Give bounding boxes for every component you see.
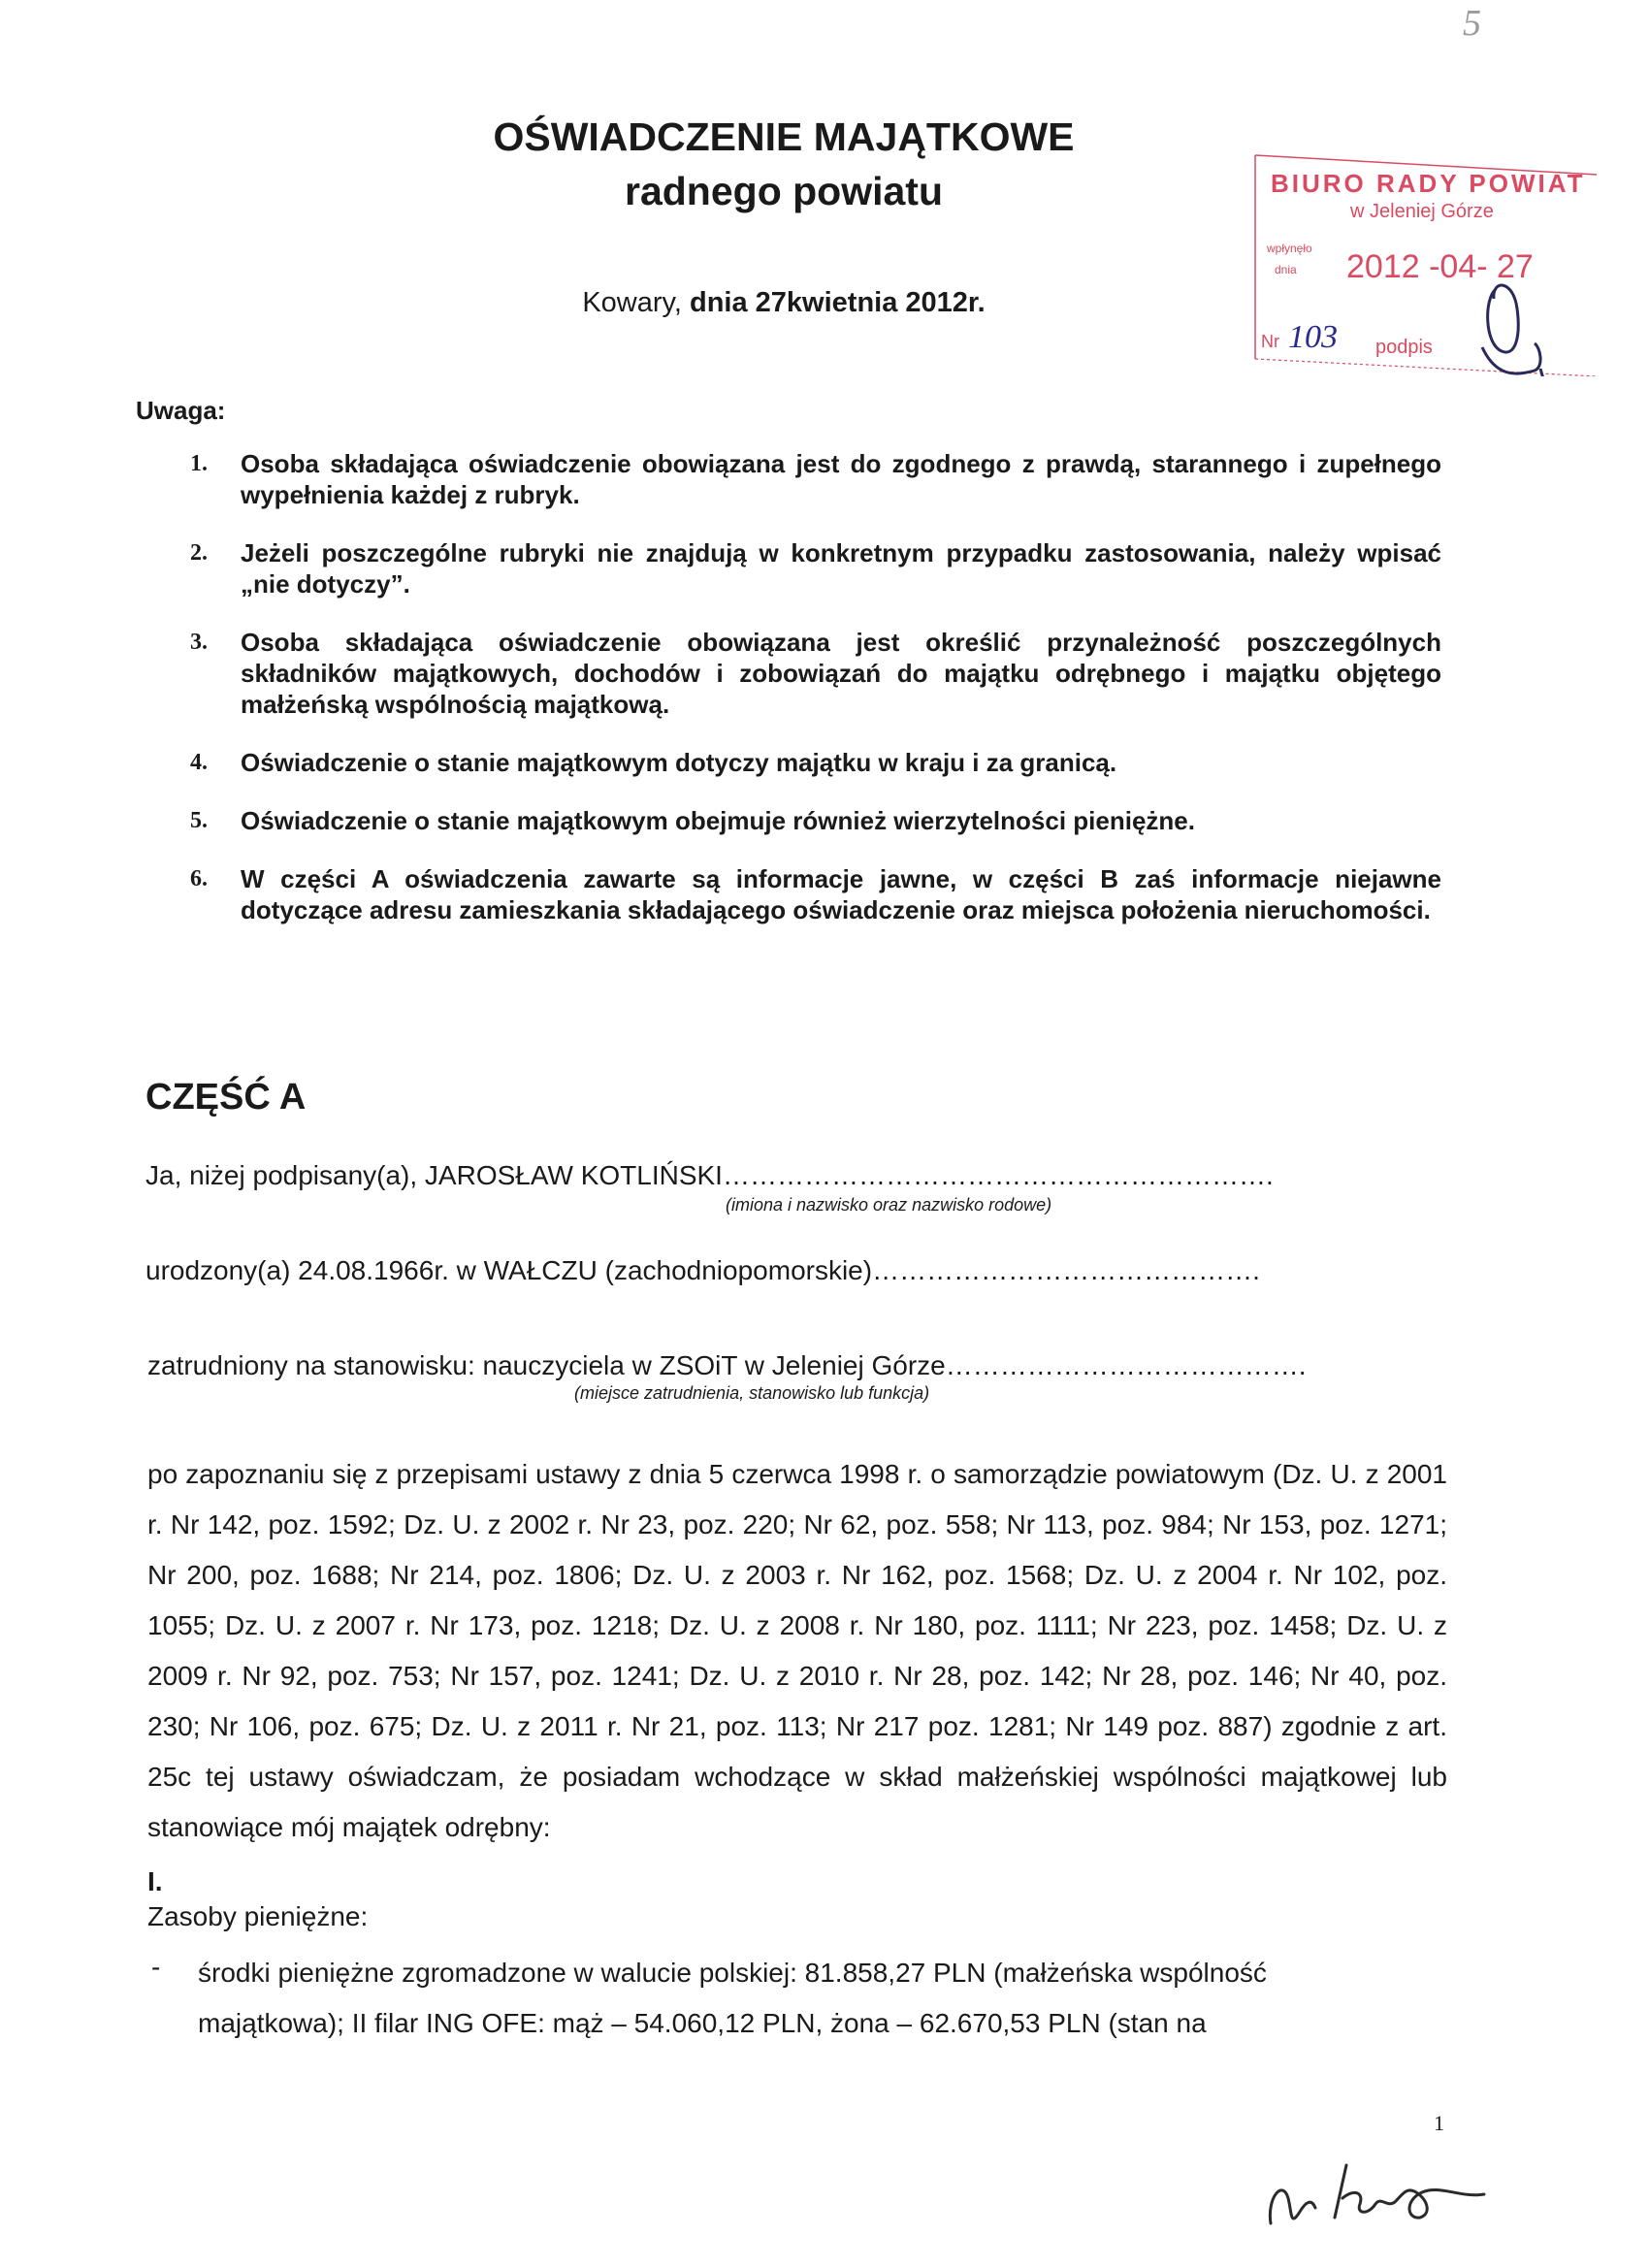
section-title: Zasoby pieniężne: — [147, 1901, 369, 1931]
place: Kowary, — [582, 287, 682, 318]
employment-hint: (miejsce zatrudnienia, stanowisko lub funkcja) — [574, 1383, 930, 1403]
employment-line: zatrudniony na stanowisku: nauczyciela w ZSOiT w Jeleniej Górze…………………………………. — [147, 1350, 1307, 1380]
note-text: Oświadczenie o stanie majątkowym obejmuje również wierzytelności pieniężne. — [241, 806, 1195, 835]
page-number: 1 — [1434, 2111, 1444, 2135]
note-number: 3. — [190, 630, 208, 655]
handwritten-signature — [1261, 2130, 1513, 2237]
document-title: OŚWIADCZENIE MAJĄTKOWE — [493, 114, 1075, 159]
note-item — [190, 863, 1441, 925]
stamp-received-date: 2012 -04- 27 — [1346, 248, 1534, 285]
stamp-day-label: dnia — [1275, 263, 1297, 276]
declarant-line: Ja, niżej podpisany(a), JAROSŁAW KOTLIŃSKI……………………………………………………. — [146, 1160, 1274, 1190]
bullet-marker: - — [151, 1952, 161, 1982]
received-stamp — [1253, 153, 1599, 376]
section-number: I. — [147, 1866, 163, 1896]
note-text: Jeżeli poszczególne rubryki nie znajdują w konkretnym przypadku zastosowania, należy wpisać „nie dotyczy”. — [241, 538, 1441, 599]
note-number: 1. — [190, 451, 208, 476]
date: dnia 27kwietnia 2012r. — [690, 287, 986, 318]
notes-heading: Uwaga: — [136, 396, 226, 425]
stamp-signature-label: podpis — [1375, 337, 1433, 358]
note-text: W części A oświadczenia zawarte są informacje jawne, w części B zaś informacje niejawne dotyczące adresu zamieszkania składającego oświadczenie oraz miejsca położenia nieruchomości. — [241, 864, 1441, 924]
note-item — [190, 627, 1441, 720]
note-number: 6. — [190, 866, 208, 891]
note-item — [190, 747, 1441, 778]
handwritten-page-mark: 5 — [1463, 3, 1481, 44]
note-text: Osoba składająca oświadczenie obowiązana jest określić przynależność poszczególnych składników majątkowych, dochodów i zobowiązań do majątku odrębnego i majątku objętego małżeńską wspólnością majątkową. — [241, 628, 1441, 719]
note-item — [190, 537, 1441, 599]
notes-list — [190, 448, 1441, 953]
cash-resources-item: środki pieniężne zgromadzone w walucie polskiej: 81.858,27 PLN (małżeńska wspólność majątkowa); II filar ING OFE: mąż – 54.060,12 PLN, żona – 62.670,53 PLN (stan na — [198, 1958, 1267, 2038]
note-text: Osoba składająca oświadczenie obowiązana jest do zgodnego z prawdą, starannego i zupełnego wypełnienia każdej z rubryk. — [241, 449, 1441, 509]
legal-paragraph: po zapoznaniu się z przepisami ustawy z dnia 5 czerwca 1998 r. o samorządzie powiatowym (Dz. U. z 2001 r. Nr 142, poz. 1592; Dz. U. z 2002 r. Nr 23, poz. 220; Nr 62, poz. 558; Nr 113, poz. 984; Nr 153, poz. 1271; Nr 200, poz. 1688; Nr 214, poz. 1806; Dz. U. z 2003 r. Nr 162, poz. 1568; Dz. U. z 2004 r. Nr 102, poz. 1055; Dz. U. z 2007 r. Nr 173, poz. 1218; Dz. U. z 2008 r. Nr 180, poz. 1111; Nr 223, poz. 1458; Dz. U. z 2009 r. Nr 92, poz. 753; Nr 157, poz. 1241; Dz. U. z 2010 r. Nr 28, poz. 142; Nr 28, poz. 146; Nr 40, poz. 230; Nr 106, poz. 675; Dz. U. z 2011 r. Nr 21, poz. 113; Nr 217 poz. 1281; Nr 149 poz. 887) zgodnie z art. 25c tej ustawy oświadczam, że posiadam wchodzące w skład małżeńskiej wspólności majątkowej lub stanowiące mój majątek odrębny: — [147, 1459, 1447, 1842]
stamp-signature-scribble — [1482, 285, 1544, 376]
stamp-office: BIURO RADY POWIAT — [1271, 169, 1586, 198]
note-text: Oświadczenie o stanie majątkowym dotyczy majątku w kraju i za granicą. — [241, 748, 1117, 777]
stamp-number-label: Nr — [1261, 332, 1279, 351]
birth-line: urodzony(a) 24.08.1966r. w WAŁCZU (zachodniopomorskie)……………………………………. — [146, 1255, 1260, 1285]
note-item — [190, 805, 1441, 836]
declarant-hint: (imiona i nazwisko oraz nazwisko rodowe) — [726, 1195, 1052, 1215]
note-item — [190, 448, 1441, 510]
stamp-city: w Jeleniej Górze — [1350, 201, 1494, 222]
part-a-heading: CZĘŚĆ A — [146, 1077, 307, 1118]
note-number: 2. — [190, 540, 208, 566]
received-stamp-graphic — [1253, 153, 1599, 376]
stamp-number-value: 103 — [1288, 319, 1338, 355]
note-number: 4. — [190, 750, 208, 775]
note-number: 5. — [190, 808, 208, 833]
document-subtitle: radnego powiatu — [625, 169, 943, 213]
stamp-received-label: wpłynęło — [1267, 242, 1312, 255]
